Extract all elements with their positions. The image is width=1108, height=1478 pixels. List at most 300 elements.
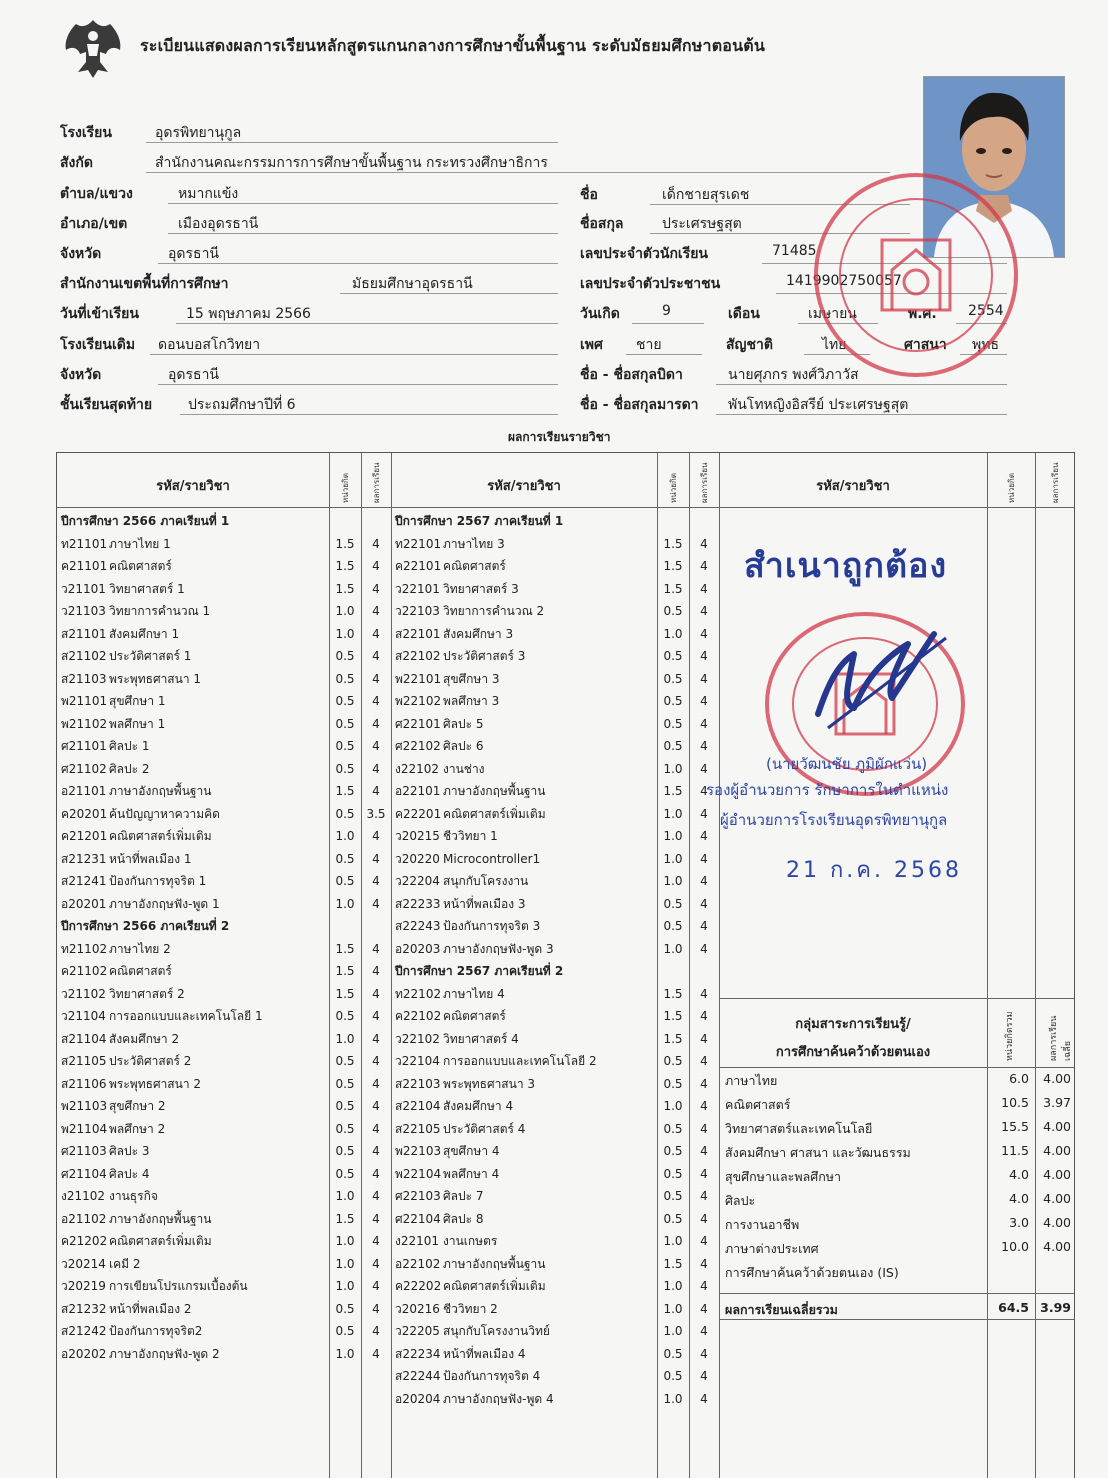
subject-code: พ21102: [61, 716, 108, 731]
sex-label: เพศ: [580, 337, 603, 353]
subject-name: สนุกกับโครงงานวิทย์: [443, 1324, 550, 1338]
subject-grade: 4: [372, 1346, 380, 1361]
subject-name: ป้องกันการทุจริต 4: [443, 1369, 541, 1383]
subject-row: [61, 1141, 149, 1161]
subject-grade: 4: [700, 1009, 708, 1023]
summary-subject-group: สังคมศึกษา ศาสนา และวัฒนธรรม: [725, 1145, 911, 1160]
subject-grade: 4: [700, 761, 708, 776]
subject-name: พระพุทธศาสนา 1: [109, 671, 202, 686]
subject-name: Microcontroller1: [443, 851, 541, 866]
subject-grade: 4: [700, 829, 708, 843]
col-header-credit-1: หน่วยกิต: [341, 473, 350, 503]
info-value: เมืองอุดรธานี: [178, 216, 259, 232]
subject-code: ส21231: [61, 851, 107, 866]
subject-grade: 4: [372, 1256, 380, 1271]
subject-code: ง22102: [395, 761, 440, 776]
subject-name: ภาษาไทย 2: [109, 941, 171, 956]
col-header-credit-3: หน่วยกิต: [1007, 473, 1016, 503]
subject-row: [61, 1231, 212, 1251]
subject-name: คณิตศาสตร์เพิ่มเติม: [109, 1234, 212, 1248]
subject-code: ค22101: [395, 559, 442, 573]
info-label: จังหวัด: [60, 367, 102, 383]
subject-credit: 1.0: [663, 941, 683, 956]
subject-name: สังคมศึกษา 2: [109, 1031, 180, 1046]
subject-grade: 4: [372, 851, 380, 866]
subject-credit: 0.5: [663, 896, 683, 911]
subject-credit: 0.5: [663, 1054, 683, 1068]
subject-name: สุขศึกษา 1: [109, 694, 166, 708]
subject-credit: 0.5: [663, 1144, 683, 1158]
subject-grade: 4: [700, 1189, 708, 1203]
subject-row: [61, 1164, 149, 1184]
subject-code: ท21101: [61, 536, 108, 551]
subject-name: ป้องกันการทุจริต2: [109, 1324, 203, 1338]
info-value: มัธยมศึกษาอุดรธานี: [352, 276, 473, 292]
summary-header-line1: กลุ่มสาระการเรียนรู้/: [795, 1017, 911, 1032]
subject-name: ภาษาไทย 4: [443, 986, 505, 1001]
subject-credit: 0.5: [663, 739, 683, 753]
info-value: 15 พฤษภาคม 2566: [186, 306, 311, 322]
subject-credit: 0.5: [335, 806, 355, 821]
subject-code: ว22104: [395, 1054, 440, 1068]
subject-credit: 1.0: [335, 1031, 355, 1046]
subject-name: วิทยาศาสตร์ 2: [109, 986, 185, 1001]
subject-row: [395, 916, 540, 936]
subject-name: การออกแบบและเทคโนโลยี 1: [109, 1009, 263, 1023]
subject-row: [61, 736, 149, 756]
subject-row: [61, 849, 192, 869]
summary-subject-group: ศิลปะ: [725, 1193, 756, 1208]
info-value: อุดรธานี: [168, 367, 219, 383]
subject-code: ท22102: [395, 986, 442, 1001]
subject-grade: 4: [372, 874, 380, 888]
subject-name: สุขศึกษา 3: [443, 671, 500, 686]
subject-code: ว20219: [61, 1279, 106, 1293]
name-label: ชื่อ: [580, 187, 598, 203]
subject-grade: 4: [700, 919, 708, 933]
subject-name: ภาษาอังกฤษพื้นฐาน: [443, 784, 546, 798]
subject-code: อ20203: [395, 941, 441, 956]
subject-grade: 4: [372, 739, 380, 753]
summary-credit: 6.0: [1009, 1071, 1029, 1086]
subject-credit: 1.0: [663, 1301, 683, 1316]
subject-code: ว20216: [395, 1301, 440, 1316]
subject-code: พ21103: [61, 1099, 108, 1113]
subject-code: อ22101: [395, 784, 441, 798]
subject-name: สนุกกับโครงงาน: [443, 874, 529, 888]
subject-grade: 4: [700, 896, 708, 911]
subject-row: [395, 1344, 526, 1364]
subject-code: ค21202: [61, 1234, 108, 1248]
subject-row: [61, 579, 185, 599]
info-value: สำนักงานคณะกรรมการการศึกษาขั้นพื้นฐาน กระทรวงศึกษาธิการ: [155, 155, 548, 171]
summary-gpa: 4.00: [1043, 1191, 1071, 1206]
subject-code: ว22205: [395, 1324, 440, 1338]
subject-row: [61, 871, 206, 891]
subject-grade: 4: [700, 1369, 708, 1383]
subject-credit: 1.0: [663, 1279, 683, 1293]
subject-name: ศิลปะ 8: [443, 1211, 484, 1226]
summary-subject-group: การงานอาชีพ: [725, 1217, 800, 1232]
subject-grade: 4: [700, 1324, 708, 1338]
subject-code: ศ21101: [61, 739, 107, 753]
subject-code: ศ21103: [61, 1144, 107, 1158]
subject-row: [395, 1051, 597, 1071]
subject-code: อ21101: [61, 784, 107, 798]
subject-grade: 4: [700, 784, 708, 798]
subject-credit: 1.0: [335, 829, 355, 843]
subject-grade: 4: [372, 1279, 380, 1293]
subject-grade: 4: [700, 559, 708, 573]
subject-name: งานช่าง: [443, 761, 485, 776]
subject-row: [395, 714, 483, 734]
subject-row: [395, 1186, 483, 1206]
subject-name: สังคมศึกษา 1: [109, 626, 180, 641]
subject-grade: 4: [372, 559, 380, 573]
subject-credit: 1.0: [663, 806, 683, 821]
subject-row: [395, 1366, 540, 1386]
summary-gpa: 4.00: [1043, 1119, 1071, 1134]
subject-credit: 0.5: [335, 1054, 355, 1068]
subject-row: [395, 1029, 519, 1049]
info-label: อำเภอ/เขต: [60, 216, 128, 232]
subject-grade: 4: [372, 941, 380, 956]
subject-name: ประวัติศาสตร์ 4: [443, 1121, 526, 1136]
semester-heading: ปีการศึกษา 2566 ภาคเรียนที่ 2: [61, 919, 230, 933]
subject-name: หน้าที่พลเมือง 2: [109, 1301, 192, 1316]
subject-code: พ22103: [395, 1144, 442, 1158]
subject-row: [61, 1276, 248, 1296]
subject-grade: 4: [700, 1301, 708, 1316]
signer-name: (นายวัฒนชัย ภูมิผักแว่น): [766, 755, 928, 773]
subject-grade: 4: [372, 536, 380, 551]
subject-name: สุขศึกษา 2: [109, 1099, 166, 1113]
student-id-label: เลขประจำตัวนักเรียน: [580, 246, 709, 262]
subject-row: [395, 534, 505, 554]
summary-credit: 4.0: [1009, 1167, 1029, 1182]
subject-credit: 0.5: [663, 919, 683, 933]
subject-grade: 4: [372, 1121, 380, 1136]
subject-grade: 4: [700, 874, 708, 888]
subject-code: ศ22103: [395, 1189, 441, 1203]
subject-credit: 0.5: [335, 1121, 355, 1136]
subject-name: คณิตศาสตร์เพิ่มเติม: [443, 1279, 546, 1293]
subject-credit: 0.5: [663, 1189, 683, 1203]
subject-grade: 4: [372, 604, 380, 618]
subject-row: [61, 1029, 179, 1049]
subject-credit: 1.0: [663, 1234, 683, 1248]
summary-gpa: 4.00: [1043, 1071, 1071, 1086]
subject-name: สังคมศึกษา 4: [443, 1099, 514, 1113]
subject-grade: 4: [700, 1166, 708, 1181]
subject-name: ประวัติศาสตร์ 2: [109, 1054, 192, 1068]
subject-row: [395, 1276, 546, 1296]
subject-credit: 0.5: [335, 1144, 355, 1158]
subject-name: วิทยาการคำนวณ 2: [443, 604, 545, 618]
subject-grade: 4: [372, 1189, 380, 1203]
subject-row: [61, 826, 212, 846]
subject-row: [395, 1209, 483, 1229]
subject-credit: 1.5: [663, 581, 683, 596]
subject-grade: 4: [700, 694, 708, 708]
subject-grade: 4: [372, 581, 380, 596]
subject-code: ส22102: [395, 649, 441, 663]
summary-credit: 10.0: [1001, 1239, 1029, 1254]
garuda-emblem-icon: [60, 16, 126, 82]
subject-name: ศิลปะ 6: [443, 739, 484, 753]
info-label: สำนักงานเขตพื้นที่การศึกษา: [60, 276, 229, 292]
subject-code: ส21104: [61, 1031, 107, 1046]
subject-grade: 4: [372, 1211, 380, 1226]
info-label: สังกัด: [60, 155, 93, 171]
signer-position-1: รองผู้อำนวยการ รักษาการในตำแหน่ง: [706, 781, 949, 799]
student-name: เด็กชายสุรเดช: [662, 187, 750, 203]
subject-row: [61, 1186, 158, 1206]
subject-credit: 1.5: [663, 784, 683, 798]
info-value: ดอนบอสโกวิทยา: [158, 337, 261, 353]
subject-row: [395, 579, 519, 599]
subject-row: [61, 669, 201, 689]
total-label: ผลการเรียนเฉลี่ยรวม: [725, 1302, 838, 1317]
subject-name: หน้าที่พลเมือง 4: [443, 1346, 526, 1361]
subject-name: ศิลปะ 3: [109, 1144, 150, 1158]
subject-name: พลศึกษา 3: [443, 694, 500, 708]
subject-row: [61, 624, 179, 644]
subject-credit: 1.5: [335, 784, 355, 798]
subject-row: [395, 1141, 500, 1161]
subject-grade: 4: [372, 986, 380, 1001]
subject-row: [61, 646, 191, 666]
subject-row: [61, 1321, 202, 1341]
info-label: วันที่เข้าเรียน: [60, 306, 139, 322]
subject-code: พ21104: [61, 1121, 108, 1136]
subject-code: ส22105: [395, 1121, 441, 1136]
subject-name: วิทยาศาสตร์ 4: [443, 1031, 519, 1046]
subject-credit: 1.0: [335, 1346, 355, 1361]
subject-code: ส21103: [61, 671, 107, 686]
subject-credit: 1.5: [663, 559, 683, 573]
subject-name: ค้นปัญญาหาความคิด: [109, 806, 220, 821]
subject-credit: 0.5: [335, 739, 355, 753]
subject-row: [395, 1119, 525, 1139]
subject-row: [395, 894, 526, 914]
subject-grade: 4: [700, 806, 708, 821]
subject-code: ง22101: [395, 1234, 440, 1248]
subject-row: [61, 1299, 192, 1319]
subject-code: ส21242: [61, 1324, 107, 1338]
subject-name: พลศึกษา 1: [109, 716, 166, 731]
subject-credit: 0.5: [335, 1009, 355, 1023]
subject-grade: 4: [700, 604, 708, 618]
subject-code: อ20204: [395, 1391, 441, 1406]
birth-day: 9: [662, 303, 671, 319]
subject-code: ว22204: [395, 874, 440, 888]
col-header-credit-2: หน่วยกิต: [669, 473, 678, 503]
subject-row: [395, 1074, 535, 1094]
subject-code: ว22102: [395, 1031, 440, 1046]
subject-credit: 1.0: [663, 761, 683, 776]
subject-credit: 0.5: [663, 1076, 683, 1091]
subject-code: ค21102: [61, 964, 108, 978]
subject-credit: 0.5: [663, 1166, 683, 1181]
col-header-subject-3: รหัส/รายวิชา: [816, 479, 890, 494]
subject-row: [61, 894, 220, 914]
subject-credit: 0.5: [335, 1099, 355, 1113]
subject-credit: 0.5: [335, 761, 355, 776]
subject-name: ภาษาอังกฤษฟัง-พูด 3: [443, 941, 554, 956]
subject-credit: 1.5: [335, 1211, 355, 1226]
subject-row: [395, 1321, 550, 1341]
subject-credit: 0.5: [335, 851, 355, 866]
birth-year: 2554: [968, 303, 1004, 319]
summary-subject-group: ภาษาไทย: [725, 1073, 778, 1088]
subject-code: ว21103: [61, 604, 106, 618]
subject-grade: 4: [700, 1099, 708, 1113]
subject-credit: 0.5: [663, 671, 683, 686]
col-header-grade-1: ผลการเรียน: [372, 462, 381, 503]
info-label: โรงเรียน: [60, 125, 112, 141]
subject-grade: 4: [372, 1301, 380, 1316]
subject-name: คณิตศาสตร์เพิ่มเติม: [443, 806, 546, 821]
subject-row: [61, 1006, 263, 1026]
subject-credit: 1.0: [335, 604, 355, 618]
subject-grade: 4: [372, 1324, 380, 1338]
subject-row: [395, 826, 498, 846]
subject-name: เคมี 2: [109, 1256, 141, 1271]
subject-name: ภาษาไทย 1: [109, 536, 171, 551]
subject-code: ว22101: [395, 581, 440, 596]
summary-credit: 10.5: [1001, 1095, 1029, 1110]
subject-credit: 1.0: [663, 1391, 683, 1406]
subject-row: [395, 736, 483, 756]
table-heading: ผลการเรียนรายวิชา: [508, 430, 611, 444]
subject-credit: 1.5: [335, 559, 355, 573]
birth-label: วันเกิด: [580, 306, 620, 322]
subject-credit: 0.5: [663, 649, 683, 663]
summary-gpa: 4.00: [1043, 1143, 1071, 1158]
birth-month: เมษายน: [808, 306, 857, 322]
subject-code: ว21101: [61, 581, 106, 596]
nationality-label: สัญชาติ: [726, 337, 773, 353]
summary-subject-group: การศึกษาค้นคว้าด้วยตนเอง (IS): [725, 1265, 899, 1280]
subject-grade: 4: [372, 1099, 380, 1113]
subject-grade: 4: [372, 694, 380, 708]
subject-name: ภาษาอังกฤษฟัง-พูด 2: [109, 1346, 220, 1361]
subject-grade: 3.5: [366, 806, 386, 821]
subject-credit: 1.0: [335, 896, 355, 911]
subject-credit: 1.0: [663, 626, 683, 641]
subject-credit: 0.5: [663, 1346, 683, 1361]
info-value: อุดรพิทยานุกูล: [155, 125, 242, 141]
subject-code: ส21241: [61, 874, 107, 888]
info-value: หมากแข้ง: [178, 186, 239, 202]
subject-code: ค22202: [395, 1279, 442, 1293]
subject-name: สุขศึกษา 4: [443, 1144, 500, 1158]
subject-grade: 4: [700, 626, 708, 641]
info-label: ชั้นเรียนสุดท้าย: [60, 397, 153, 413]
subject-name: คณิตศาสตร์: [109, 559, 172, 573]
subject-code: ส22103: [395, 1076, 441, 1091]
subject-row: [61, 961, 172, 981]
subject-code: อ22102: [395, 1256, 441, 1271]
year-label: พ.ศ.: [908, 306, 937, 322]
total-credit: 64.5: [998, 1300, 1029, 1315]
subject-row: [395, 1096, 513, 1116]
subject-code: ศ22104: [395, 1211, 441, 1226]
subject-grade: 4: [372, 964, 380, 978]
subject-code: อ20201: [61, 896, 107, 911]
subject-row: [395, 646, 525, 666]
subject-grade: 4: [372, 1144, 380, 1158]
subject-grade: 4: [700, 1346, 708, 1361]
subject-code: พ21101: [61, 694, 108, 708]
summary-credit-header: หน่วยกิตรวม: [1005, 1011, 1015, 1061]
subject-credit: 0.5: [663, 1121, 683, 1136]
subject-credit: 1.5: [335, 941, 355, 956]
signer-position-2: ผู้อำนวยการโรงเรียนอุดรพิทยานุกูล: [720, 811, 948, 829]
subject-credit: 1.5: [663, 1256, 683, 1271]
religion-label: ศาสนา: [904, 337, 947, 353]
subject-name: ป้องกันการทุจริต 3: [443, 919, 541, 933]
month-label: เดือน: [728, 306, 760, 322]
subject-row: [395, 1254, 545, 1274]
info-label: ตำบล/แขวง: [60, 186, 133, 202]
subject-code: ค21201: [61, 829, 108, 843]
subject-row: [61, 1074, 201, 1094]
subject-grade: 4: [700, 716, 708, 731]
subject-name: งานธุรกิจ: [109, 1189, 158, 1203]
subject-name: ศิลปะ 1: [109, 739, 150, 753]
citizen-id-label: เลขประจำตัวประชาชน: [580, 276, 721, 292]
subject-credit: 1.0: [663, 851, 683, 866]
subject-name: ภาษาอังกฤษพื้นฐาน: [109, 784, 212, 798]
subject-grade: 4: [372, 896, 380, 911]
subject-code: ส21105: [61, 1054, 107, 1068]
subject-row: [61, 781, 211, 801]
info-label: โรงเรียนเดิม: [60, 337, 136, 353]
subject-row: [395, 871, 528, 891]
subject-row: [61, 939, 171, 959]
subject-credit: 0.5: [663, 604, 683, 618]
student-surname: ประเศรษฐสุต: [662, 216, 742, 232]
subject-row: [395, 1389, 554, 1409]
subject-row: [61, 804, 220, 824]
subject-grade: 4: [372, 1166, 380, 1181]
subject-name: ภาษาอังกฤษฟัง-พูด 1: [109, 896, 220, 911]
subject-name: คณิตศาสตร์: [443, 559, 506, 573]
col-header-grade-2: ผลการเรียน: [700, 462, 709, 503]
subject-code: ท21102: [61, 941, 108, 956]
subject-name: งานเกษตร: [443, 1234, 498, 1248]
subject-grade: 4: [372, 626, 380, 641]
subject-row: [395, 691, 499, 711]
subject-code: ส22101: [395, 626, 441, 641]
mother-label: ชื่อ - ชื่อสกุลมารดา: [580, 397, 699, 413]
subject-grade: 4: [700, 1076, 708, 1091]
subject-row: [395, 624, 513, 644]
subject-row: [61, 759, 149, 779]
subject-name: ศิลปะ 2: [109, 761, 150, 776]
subject-grade: 4: [372, 649, 380, 663]
subject-credit: 1.5: [663, 1009, 683, 1023]
subject-name: ภาษาอังกฤษฟัง-พูด 4: [443, 1391, 554, 1406]
subject-credit: 0.5: [335, 694, 355, 708]
subject-row: [61, 714, 165, 734]
subject-grade: 4: [700, 1391, 708, 1406]
summary-credit: 11.5: [1001, 1143, 1029, 1158]
subject-code: ค20201: [61, 806, 108, 821]
subject-grade: 4: [700, 1144, 708, 1158]
